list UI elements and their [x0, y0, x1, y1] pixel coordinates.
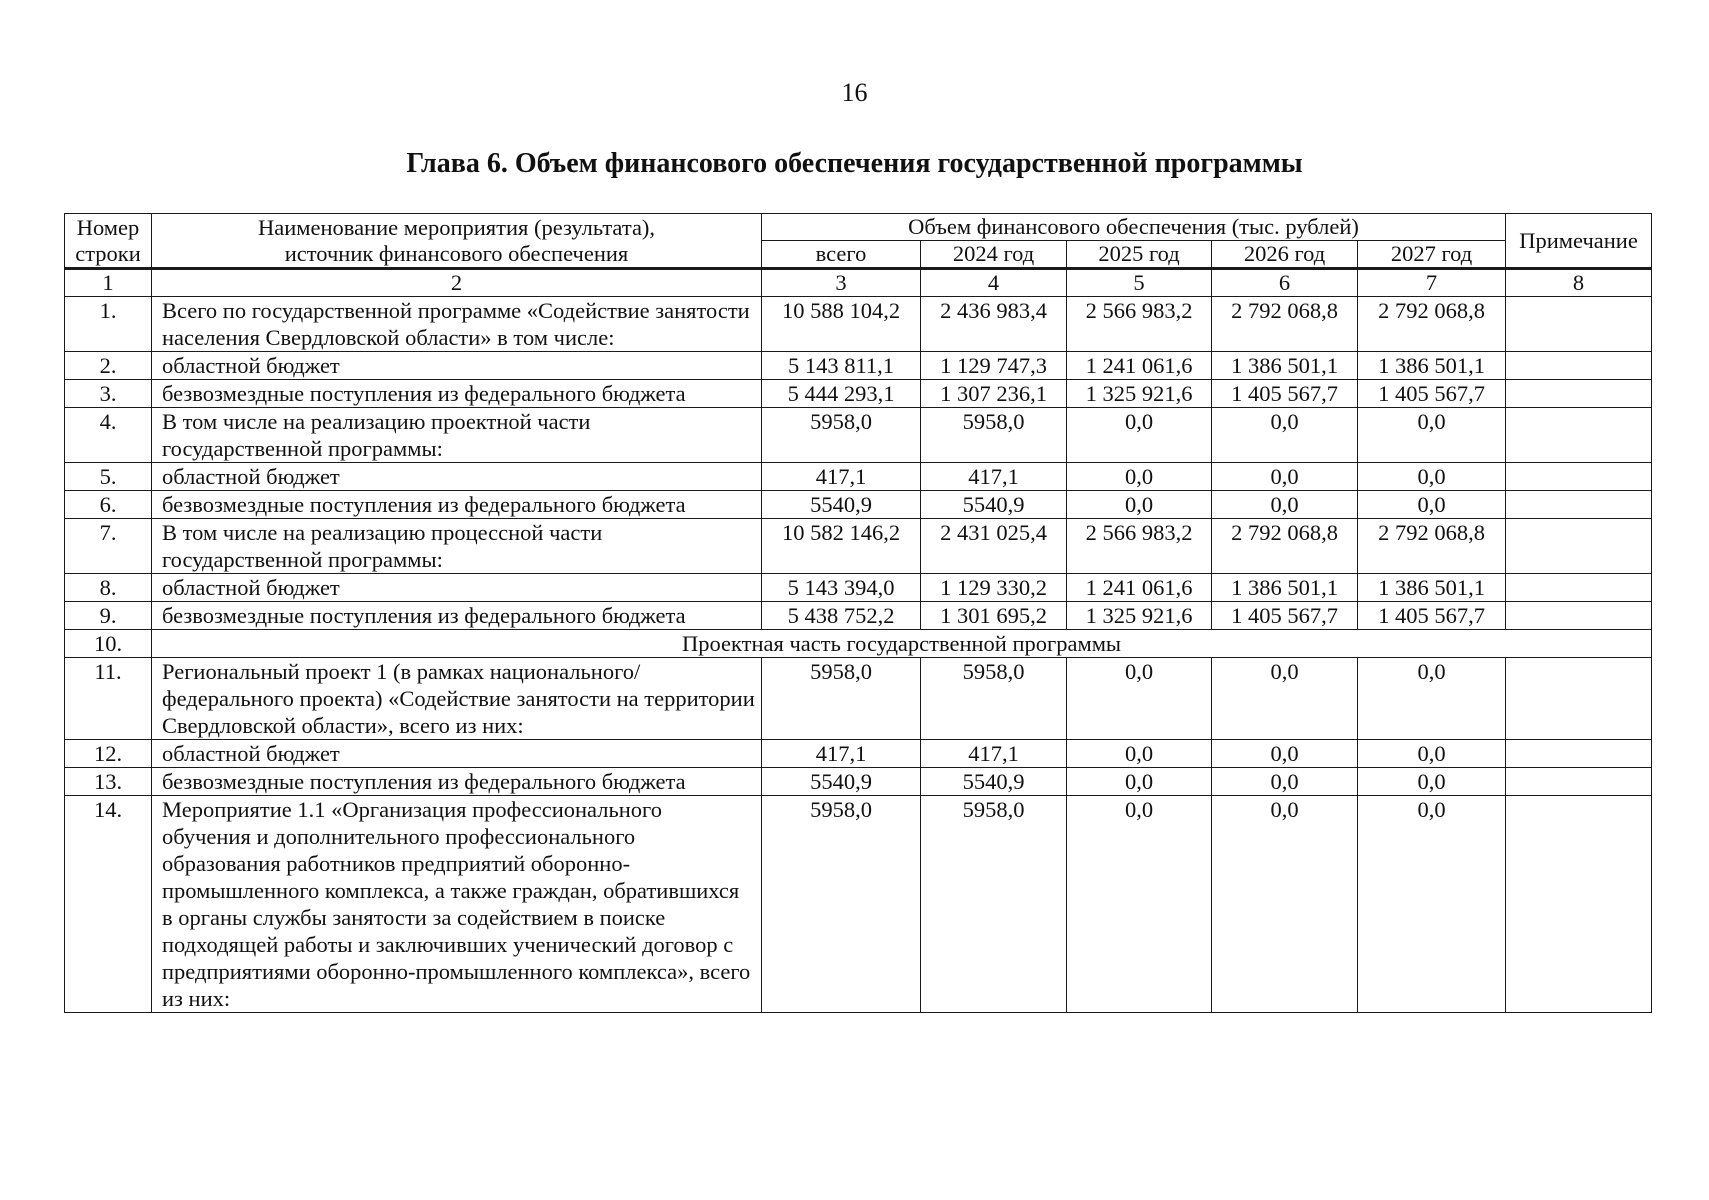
cell-item-name: областной бюджет	[152, 463, 762, 491]
cell-item-name: областной бюджет	[152, 574, 762, 602]
cell-total: 5540,9	[762, 768, 921, 796]
cell-row-number: 11.	[65, 658, 152, 740]
cell-note	[1506, 380, 1652, 408]
cell-item-name: В том числе на реализацию проектной части государственной программы:	[152, 408, 762, 463]
cell-note	[1506, 408, 1652, 463]
cell-total: 5958,0	[762, 408, 921, 463]
cell-2025: 0,0	[1067, 658, 1212, 740]
table-row	[65, 352, 1652, 380]
header-row-top	[65, 214, 1652, 241]
cell-2025: 1 241 061,6	[1067, 574, 1212, 602]
cell-item-name: безвозмездные поступления из федерального бюджета	[152, 491, 762, 519]
cell-2025: 0,0	[1067, 796, 1212, 1013]
header-row-number-line1: Номер	[76, 214, 140, 240]
cell-2024: 417,1	[921, 463, 1067, 491]
cell-row-number: 3.	[65, 380, 152, 408]
cell-2024: 1 301 695,2	[921, 602, 1067, 630]
cell-note	[1506, 297, 1652, 352]
column-number: 7	[1358, 269, 1506, 297]
table-row	[65, 630, 1652, 658]
header-item-name-line1: Наименование мероприятия (результата),	[257, 214, 656, 240]
header-total: всего	[762, 241, 921, 269]
cell-2026: 1 405 567,7	[1212, 602, 1358, 630]
cell-2025: 1 325 921,6	[1067, 602, 1212, 630]
cell-2025: 0,0	[1067, 491, 1212, 519]
cell-item-name: областной бюджет	[152, 352, 762, 380]
cell-total: 10 588 104,2	[762, 297, 921, 352]
cell-2026: 0,0	[1212, 491, 1358, 519]
cell-row-number: 14.	[65, 796, 152, 1013]
cell-note	[1506, 352, 1652, 380]
table-row	[65, 380, 1652, 408]
cell-item-name: безвозмездные поступления из федерального бюджета	[152, 380, 762, 408]
cell-2025: 0,0	[1067, 408, 1212, 463]
table-row	[65, 519, 1652, 574]
header-year-2025: 2025 год	[1067, 241, 1212, 269]
cell-note	[1506, 463, 1652, 491]
cell-2025: 2 566 983,2	[1067, 519, 1212, 574]
cell-row-number: 10.	[65, 630, 152, 658]
cell-2024: 5540,9	[921, 768, 1067, 796]
cell-2026: 0,0	[1212, 408, 1358, 463]
column-number: 6	[1212, 269, 1358, 297]
cell-total: 5958,0	[762, 796, 921, 1013]
cell-2027: 1 405 567,7	[1358, 380, 1506, 408]
cell-row-number: 7.	[65, 519, 152, 574]
cell-2024: 5958,0	[921, 796, 1067, 1013]
table-row	[65, 658, 1652, 740]
cell-2024: 2 431 025,4	[921, 519, 1067, 574]
financing-table	[64, 213, 1652, 1013]
cell-total: 5958,0	[762, 658, 921, 740]
cell-note	[1506, 796, 1652, 1013]
cell-2027: 1 386 501,1	[1358, 574, 1506, 602]
table-row	[65, 740, 1652, 768]
cell-row-number: 4.	[65, 408, 152, 463]
cell-2024: 5540,9	[921, 491, 1067, 519]
cell-row-number: 2.	[65, 352, 152, 380]
header-year-2027: 2027 год	[1358, 241, 1506, 269]
cell-2026: 2 792 068,8	[1212, 297, 1358, 352]
cell-2026: 1 386 501,1	[1212, 574, 1358, 602]
page-number: 16	[841, 78, 868, 107]
cell-2026: 0,0	[1212, 740, 1358, 768]
cell-2026: 0,0	[1212, 463, 1358, 491]
header-financing-volume: Объем финансового обеспечения (тыс. рублей)	[762, 214, 1506, 241]
cell-2025: 0,0	[1067, 463, 1212, 491]
cell-2024: 5958,0	[921, 658, 1067, 740]
cell-item-name: безвозмездные поступления из федерального бюджета	[152, 768, 762, 796]
cell-2027: 2 792 068,8	[1358, 297, 1506, 352]
cell-total: 5 444 293,1	[762, 380, 921, 408]
cell-row-number: 9.	[65, 602, 152, 630]
table-row	[65, 768, 1652, 796]
cell-item-name: безвозмездные поступления из федерального бюджета	[152, 602, 762, 630]
column-number: 8	[1506, 269, 1652, 297]
cell-2027: 0,0	[1358, 658, 1506, 740]
cell-2024: 417,1	[921, 740, 1067, 768]
cell-note	[1506, 768, 1652, 796]
cell-2025: 0,0	[1067, 768, 1212, 796]
cell-2025: 0,0	[1067, 740, 1212, 768]
header-year-2026: 2026 год	[1212, 241, 1358, 269]
cell-2027: 0,0	[1358, 740, 1506, 768]
cell-2024: 1 307 236,1	[921, 380, 1067, 408]
cell-2026: 1 405 567,7	[1212, 380, 1358, 408]
header-row-number-line2: строки	[75, 240, 141, 266]
header-row-number	[65, 214, 152, 269]
cell-row-number: 8.	[65, 574, 152, 602]
column-number: 5	[1067, 269, 1212, 297]
chapter-title: Глава 6. Объем финансового обеспечения государственной программы	[406, 148, 1303, 179]
cell-2024: 5958,0	[921, 408, 1067, 463]
cell-total: 10 582 146,2	[762, 519, 921, 574]
header-item-name-line2: источник финансового обеспечения	[284, 240, 629, 266]
cell-note	[1506, 519, 1652, 574]
header-item-name	[152, 214, 762, 269]
table-row	[65, 463, 1652, 491]
cell-note	[1506, 574, 1652, 602]
cell-2024: 1 129 330,2	[921, 574, 1067, 602]
cell-item-name: Региональный проект 1 (в рамках национального/федерального проекта) «Содействие занятости на территории Свердловской области», всего из них:	[152, 658, 762, 740]
cell-item-name: Мероприятие 1.1 «Организация профессионального обучения и дополнительного профессионального образования работников предприятий оборонно-промышленного комплекса, а также граждан, обратившихся в органы службы занятости за содействием в поиске подходящей работы и заключивших ученический договор с предприятиями оборонно-промышленного комплекса», всего из них:	[152, 796, 762, 1013]
cell-total: 5 438 752,2	[762, 602, 921, 630]
cell-2027: 0,0	[1358, 408, 1506, 463]
header-note: Примечание	[1506, 214, 1652, 269]
cell-2026: 2 792 068,8	[1212, 519, 1358, 574]
cell-2025: 2 566 983,2	[1067, 297, 1212, 352]
table-row	[65, 574, 1652, 602]
cell-item-name: областной бюджет	[152, 740, 762, 768]
cell-total: 5 143 811,1	[762, 352, 921, 380]
section-heading: Проектная часть государственной программы	[152, 630, 1652, 658]
cell-note	[1506, 658, 1652, 740]
table-row	[65, 408, 1652, 463]
cell-2025: 1 325 921,6	[1067, 380, 1212, 408]
cell-2024: 1 129 747,3	[921, 352, 1067, 380]
cell-2027: 2 792 068,8	[1358, 519, 1506, 574]
cell-row-number: 1.	[65, 297, 152, 352]
cell-2026: 0,0	[1212, 796, 1358, 1013]
cell-total: 5540,9	[762, 491, 921, 519]
cell-total: 417,1	[762, 463, 921, 491]
cell-item-name: В том числе на реализацию процессной части государственной программы:	[152, 519, 762, 574]
cell-2026: 1 386 501,1	[1212, 352, 1358, 380]
cell-2027: 1 386 501,1	[1358, 352, 1506, 380]
column-number: 2	[152, 269, 762, 297]
cell-item-name: Всего по государственной программе «Содействие занятости населения Свердловской области» в том числе:	[152, 297, 762, 352]
table-row	[65, 297, 1652, 352]
cell-2024: 2 436 983,4	[921, 297, 1067, 352]
table-row	[65, 602, 1652, 630]
cell-2027: 0,0	[1358, 768, 1506, 796]
cell-note	[1506, 491, 1652, 519]
table-row	[65, 796, 1652, 1013]
cell-note	[1506, 740, 1652, 768]
cell-total: 5 143 394,0	[762, 574, 921, 602]
table-row	[65, 491, 1652, 519]
cell-2027: 0,0	[1358, 796, 1506, 1013]
column-number: 1	[65, 269, 152, 297]
cell-row-number: 12.	[65, 740, 152, 768]
cell-2026: 0,0	[1212, 768, 1358, 796]
column-number: 3	[762, 269, 921, 297]
cell-row-number: 6.	[65, 491, 152, 519]
cell-total: 417,1	[762, 740, 921, 768]
cell-2027: 0,0	[1358, 491, 1506, 519]
column-number: 4	[921, 269, 1067, 297]
cell-2027: 0,0	[1358, 463, 1506, 491]
header-year-2024: 2024 год	[921, 241, 1067, 269]
cell-2025: 1 241 061,6	[1067, 352, 1212, 380]
cell-note	[1506, 602, 1652, 630]
cell-2027: 1 405 567,7	[1358, 602, 1506, 630]
cell-row-number: 5.	[65, 463, 152, 491]
cell-row-number: 13.	[65, 768, 152, 796]
column-number-row	[65, 269, 1652, 297]
cell-2026: 0,0	[1212, 658, 1358, 740]
